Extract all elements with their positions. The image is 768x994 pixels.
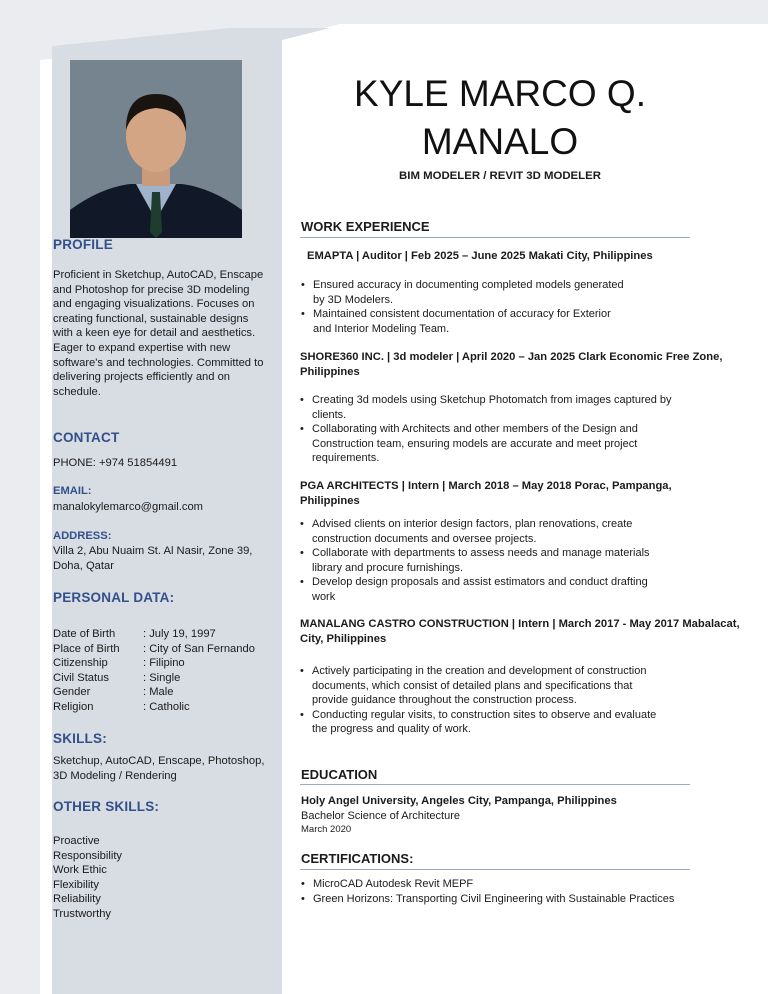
candidate-name: KYLE MARCO Q. MANALO: [354, 73, 646, 162]
list-item: • Creating 3d models using Sketchup Photomatch from images captured by clients.: [300, 393, 700, 422]
work-experience-heading: WORK EXPERIENCE: [301, 219, 430, 234]
other-skills-heading: OTHER SKILLS:: [53, 799, 160, 814]
list-item: • Advised clients on interior design factors, plan renovations, create construction documents and oversee projects.: [300, 517, 660, 546]
certifications-list: [301, 877, 691, 906]
personal-row: Religion : Catholic: [53, 700, 190, 713]
personal-row: Gender : Male: [53, 686, 174, 699]
contact-email[interactable]: manalokylemarco@gmail.com: [53, 501, 204, 513]
list-item: • Maintained consistent documentation of accuracy for Exterior and Interior Modeling Team.: [301, 307, 631, 336]
email-label: EMAIL:: [53, 485, 92, 497]
contact-phone: PHONE: +974 51854491: [53, 457, 178, 469]
list-item: • Conducting regular visits, to construction sites to observe and evaluate the progress and quality of work.: [300, 708, 670, 737]
list-item: • Green Horizons: Transporting Civil Engineering with Sustainable Practices: [301, 892, 691, 907]
job-bullets-shore360: [300, 393, 700, 466]
education-date: March 2020: [301, 824, 352, 835]
education-heading: EDUCATION: [301, 767, 378, 782]
job-title-manalang: MANALANG CASTRO CONSTRUCTION | Intern | March 2017 - May 2017 Mabalacat, City, Philippines: [300, 618, 740, 645]
certifications-heading: CERTIFICATIONS:: [301, 851, 414, 866]
list-item: Reliability: [53, 893, 101, 906]
personal-row: Place of Birth : City of San Fernando: [53, 642, 255, 655]
divider: [300, 237, 690, 238]
list-item: • Actively participating in the creation and development of construction documents, which consist of detailed plans and specifications that provide guidance throughout the construction process.: [300, 664, 670, 708]
personal-row: Civil Status : Single: [53, 671, 181, 684]
list-item: • Develop design proposals and assist estimators and conduct drafting work: [300, 575, 660, 604]
list-item: • Collaborate with departments to assess needs and manage materials library and procure furnishings.: [300, 546, 660, 575]
education-degree: Bachelor Science of Architecture: [301, 810, 460, 822]
skills-text: Sketchup, AutoCAD, Enscape, Photoshop, 3D Modeling / Rendering: [53, 755, 265, 782]
list-item: Responsibility: [53, 849, 123, 862]
other-skills-list: [53, 834, 122, 922]
job-title-pga: PGA ARCHITECTS | Intern | March 2018 – May 2018 Porac, Pampanga, Philippines: [300, 480, 672, 507]
job-bullets-pga: [300, 517, 660, 605]
list-item: Flexibility: [53, 878, 100, 891]
job-bullets-manalang: [300, 664, 670, 737]
address-label: ADDRESS:: [53, 530, 112, 542]
skills-heading: SKILLS:: [53, 731, 107, 746]
job-title: BIM MODELER / REVIT 3D MODELER: [399, 170, 601, 182]
list-item: • Collaborating with Architects and other members of the Design and Construction team, ensuring models are accurate and meet project requirements.: [300, 422, 700, 466]
list-item: • MicroCAD Autodesk Revit MEPF: [301, 877, 691, 892]
contact-address: Villa 2, Abu Nuaim St. Al Nasir, Zone 39, Doha, Qatar: [53, 545, 253, 572]
profile-heading: PROFILE: [53, 237, 113, 252]
personal-row: Date of Birth : July 19, 1997: [53, 628, 216, 640]
job-title-shore360: SHORE360 INC. | 3d modeler | April 2020 – Jan 2025 Clark Economic Free Zone, Philippines: [300, 351, 723, 378]
profile-photo: [70, 60, 242, 238]
education-school: Holy Angel University, Angeles City, Pampanga, Philippines: [301, 795, 617, 807]
personal-row: Citizenship : Filipino: [53, 657, 185, 670]
divider: [300, 784, 690, 785]
personal-data-heading: PERSONAL DATA:: [53, 590, 175, 605]
list-item: Proactive: [53, 835, 100, 847]
profile-text: Proficient in Sketchup, AutoCAD, Enscape and Photoshop for precise 3D modeling and engaging visualizations. Focuses on creating functional, sustainable designs with a keen eye for detail and aesthetics. Eager to expand expertise with new software's and technologies. Committed to delivering projects efficiently and on schedule.: [53, 269, 264, 398]
list-item: Trustworthy: [53, 907, 112, 920]
personal-data-table: [53, 627, 255, 715]
list-item: Work Ethic: [53, 864, 107, 877]
divider: [300, 869, 690, 870]
job-title-emapta: EMAPTA | Auditor | Feb 2025 – June 2025 Makati City, Philippines: [307, 250, 653, 262]
contact-heading: CONTACT: [53, 430, 120, 445]
list-item: • Ensured accuracy in documenting completed models generated by 3D Modelers.: [301, 278, 631, 307]
job-bullets-emapta: [301, 278, 631, 336]
